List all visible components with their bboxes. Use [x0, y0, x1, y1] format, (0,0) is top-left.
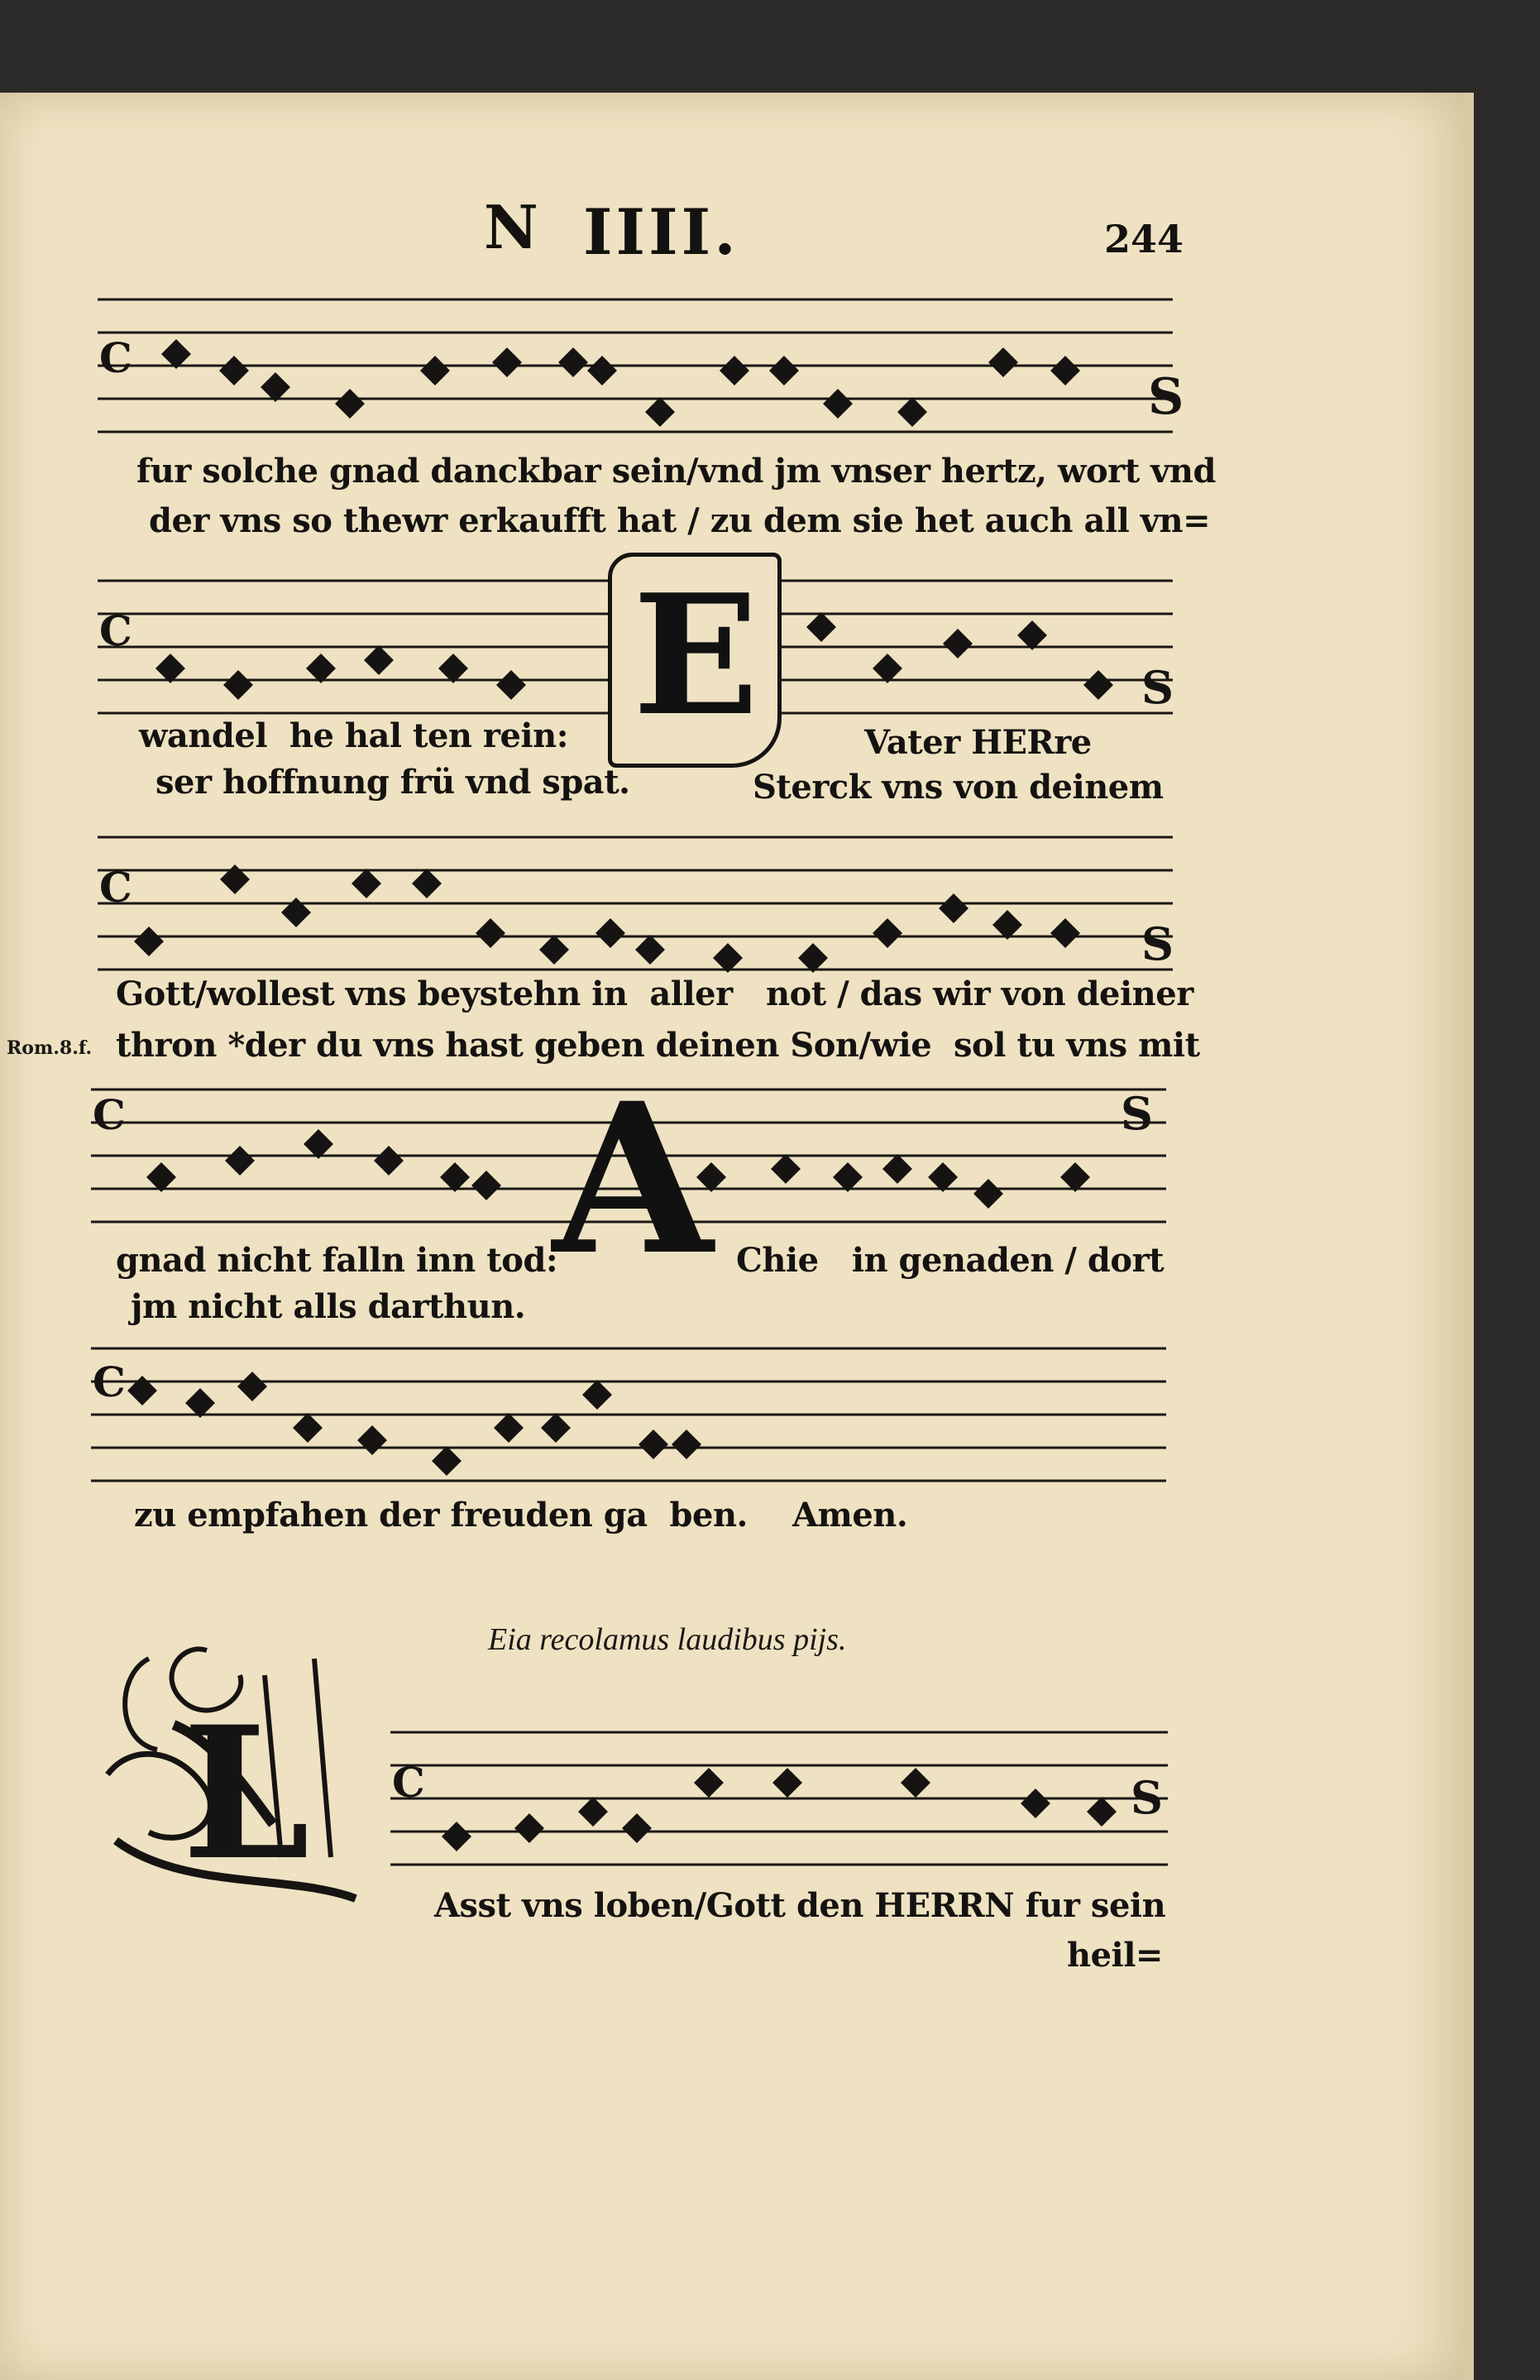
lyric-line: Asst vns loben/Gott den HERRN fur sein [434, 1886, 1166, 1925]
initial-l-letter: L [182, 1686, 310, 1900]
decorated-initial-e: E [608, 553, 782, 768]
decorated-initial-a: A [552, 1057, 713, 1300]
lyric-line: jm nicht alls darthun. [131, 1287, 526, 1326]
page-edge [1464, 93, 1474, 2380]
lyric-line: der vns so thewr erkaufft hat / zu dem sie het auch all vn= [149, 501, 1211, 540]
clef-icon: C [392, 1758, 425, 1807]
custos-icon: S [1141, 661, 1174, 714]
neume-notes [442, 1768, 1117, 1851]
lyric-line: ser hoffnung frü vnd spat. [155, 763, 630, 802]
lyric-line: Vater HERre [864, 723, 1092, 762]
neume-notes [134, 864, 1080, 973]
music-staff-1 [98, 290, 1184, 447]
custos-icon: S [1121, 1087, 1153, 1140]
custos-icon: S [1141, 917, 1174, 970]
custos-icon: S [1131, 1771, 1163, 1824]
section-number: IIII. [583, 195, 739, 269]
clef-icon: C [99, 606, 132, 655]
lyric-line: Amen. [792, 1496, 908, 1535]
clef-icon: C [93, 1358, 126, 1406]
page-number: 244 [1104, 217, 1184, 261]
lyric-line: gnad nicht falln inn tod: [116, 1241, 558, 1280]
clef-icon: C [99, 333, 132, 382]
lyric-line: wandel he hal ten rein: [139, 716, 568, 755]
lyric-line: heil= [1067, 1936, 1163, 1975]
neume-notes [161, 339, 1080, 427]
lyric-line: Sterck vns von deinem [753, 768, 1164, 807]
margin-note: Rom.8.f. [7, 1037, 93, 1059]
music-staff-3 [98, 827, 1173, 976]
signature-mark: N [484, 192, 538, 262]
lyric-line: thron *der du vns hast geben deinen Son/wie sol tu vns mit [116, 1026, 1200, 1065]
lyric-line: Gott/wollest vns beystehn in aller not / das wir von deiner [116, 975, 1193, 1013]
neume-notes [127, 1372, 701, 1476]
clef-icon: C [93, 1090, 126, 1139]
music-staff-6 [390, 1722, 1168, 1871]
hymn-title: Eia recolamus laudibus pijs. [488, 1622, 847, 1657]
lyric-line: zu empfahen der freuden ga ben. [134, 1496, 748, 1535]
lyric-line: fur solche gnad danckbar sein/vnd jm vnser hertz, wort vnd [136, 452, 1216, 491]
music-staff-5 [91, 1338, 1166, 1487]
decorated-initial-l [83, 1626, 389, 1932]
lyric-line: Chie in genaden / dort [736, 1241, 1165, 1280]
clef-icon: C [99, 863, 132, 912]
custos-icon: S [1148, 368, 1184, 426]
